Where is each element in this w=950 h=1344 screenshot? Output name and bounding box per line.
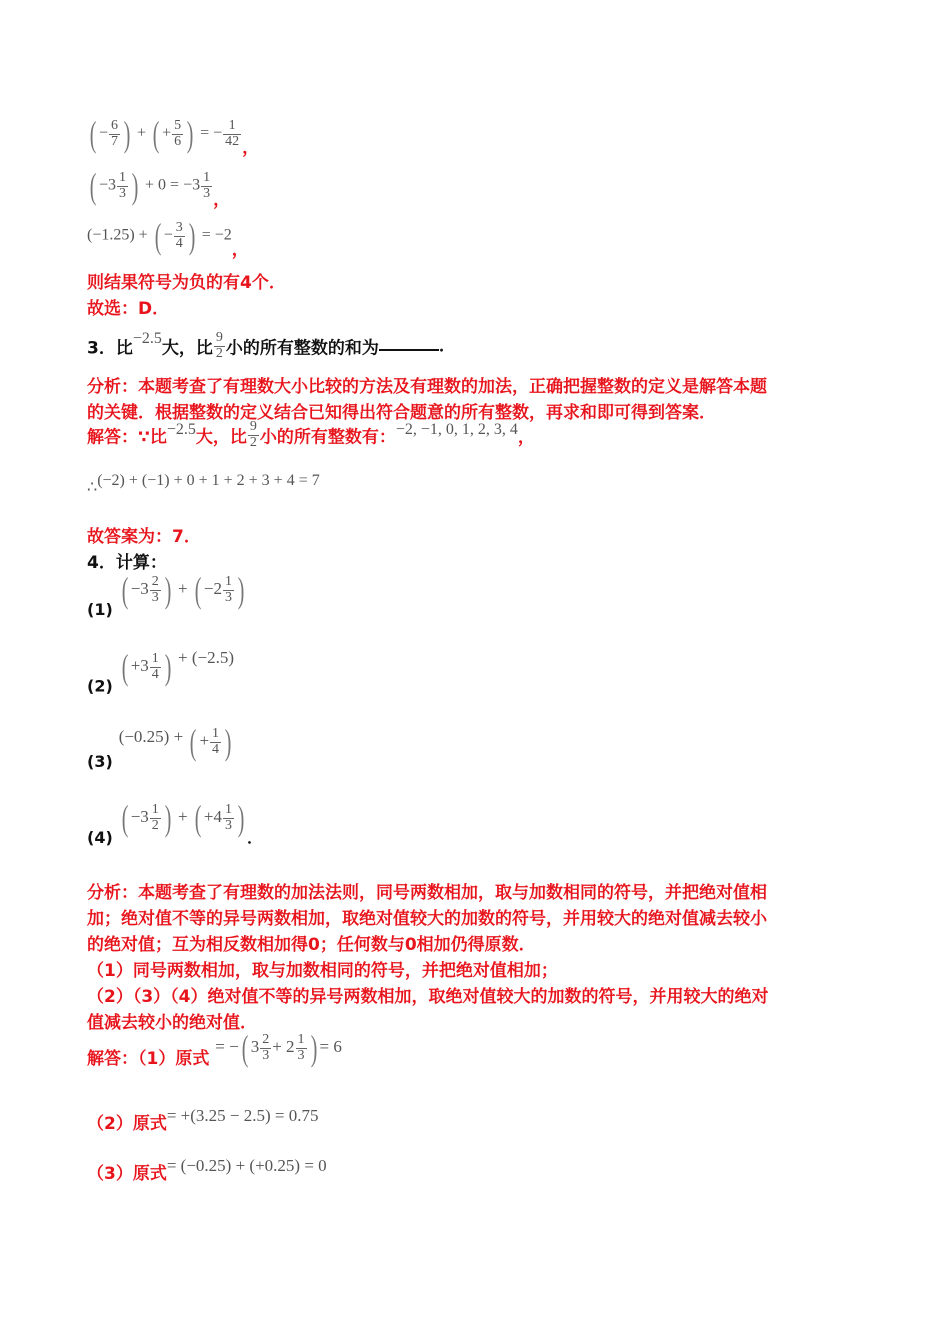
q4-expr-3: (−0.25) + ( + $\frac{1}{4}$ ): [118, 722, 232, 762]
choice-line: 故选：D．: [87, 299, 170, 319]
q4-solution-1-math: = −( 3 $\frac{2}{3}$ + 2 $\frac{1}{3}$ ) = 6: [215, 1028, 342, 1068]
q4-expr-1: ( −3 $\frac{2}{3}$ ) + ( −2 $\frac{1}{3}$ ): [121, 570, 245, 610]
fraction: $\frac{6}{7}$: [111, 117, 119, 149]
q4-expr-2: ( +3 $\frac{1}{4}$ ) + (−2.5): [121, 647, 235, 688]
q4-analysis-line-5: （2）（3）（4）绝对值不等的异号两数相加，取绝对值较大的加数的符号，并用较大的绝对: [87, 987, 769, 1007]
q4-expr-4: ( −3 $\frac{1}{2}$ ) + ( +4 $\frac{1}{3}$ ): [121, 798, 245, 838]
q3-analysis-line-2: 的关键．根据整数的定义结合已知得出符合题意的所有整数，再求和即可得到答案．: [87, 403, 716, 423]
equation-3: (−1.25) + ( − $\frac{3}{4}$ ) = −2，: [87, 216, 249, 260]
q4-problem-3: (3) (−0.25) + ( + $\frac{1}{4}$ ): [87, 724, 234, 771]
q4-analysis-line-2: 加；绝对值不等的异号两数相加，取绝对值较大的加数的符号，并用较大的绝对值减去较小: [87, 909, 767, 929]
q4-problem-1: (1) ( −3 $\frac{2}{3}$ ) + ( −2 $\frac{1}{3}$ ): [87, 572, 247, 619]
fraction: $\frac{1}{3}$: [203, 169, 211, 201]
equation-3-math: (−1.25) + ( − $\frac{3}{4}$ ) = −2: [87, 216, 232, 256]
q4-problem-4: (4) ( −3 $\frac{1}{2}$ ) + ( +4 $\frac{1}{3}$ ) ．: [87, 798, 263, 847]
q4-analysis-line-1: 分析：本题考查了有理数的加法法则，同号两数相加，取与加数相同的符号，并把绝对值相: [87, 883, 767, 903]
fraction-9-2: $\frac{9}{2}$: [215, 329, 223, 361]
q3-analysis-line-1: 分析：本题考查了有理数大小比较的方法及有理数的加法，正确把握整数的定义是解答本题: [87, 377, 767, 397]
q4-analysis-line-3: 的绝对值；互为相反数相加得0；任何数与0相加仍得原数．: [87, 935, 536, 955]
q4-solution-2: （2）原式= +(3.25 − 2.5) = 0.75: [87, 1106, 319, 1134]
equation-1-math: ( − $\frac{6}{7}$ ) + ( + $\frac{5}{6}$ ) = − $\frac{1}{42}$: [89, 114, 240, 154]
q4-analysis-line-6: 值减去较小的绝对值．: [87, 1013, 257, 1033]
question-3: 3．比−2.5大，比 $\frac{9}{2}$ 小的所有整数的和为 ．: [87, 329, 456, 361]
fraction: $\frac{1}{42}$: [225, 117, 240, 149]
q3-answer: 故答案为：7．: [87, 527, 201, 547]
equation-2: ( −3 $\frac{1}{3}$ ) + 0 = −3 $\frac{1}{3}$ ，: [87, 168, 230, 210]
q3-solution: 解答：∵比−2.5大，比 $\frac{9}{2}$ 小的所有整数有：−2, −1, 0, 1, 2, 3, 4，: [87, 419, 535, 450]
q4-analysis-line-4: （1）同号两数相加，取与加数相同的符号，并把绝对值相加；: [87, 961, 558, 981]
q4-problem-2: (2) ( +3 $\frac{1}{4}$ ) + (−2.5): [87, 647, 235, 696]
fraction: $\frac{5}{6}$: [174, 117, 182, 149]
q4-solution-3: （3）原式= (−0.25) + (+0.25) = 0: [87, 1156, 327, 1184]
equation-2-math: ( −3 $\frac{1}{3}$ ) + 0 = −3 $\frac{1}{3}$: [89, 166, 211, 206]
fraction: $\frac{1}{3}$: [119, 169, 127, 201]
q3-sum: ∴(−2) + (−1) + 0 + 1 + 2 + 3 + 4 = 7: [87, 472, 320, 496]
question-4-title: 4．计算：: [87, 553, 167, 573]
answer-blank[interactable]: [379, 335, 439, 351]
q4-solution-1: 解答：（1）原式 = −( 3 $\frac{2}{3}$ + 2 $\frac{1}{3}$ ) = 6: [87, 1028, 342, 1069]
equation-1: ( − $\frac{6}{7}$ ) + ( + $\frac{5}{6}$ ) = − $\frac{1}{42}$ ，: [87, 116, 259, 158]
fraction-9-2: $\frac{9}{2}$: [249, 419, 257, 450]
result-count-line: 则结果符号为负的有4个．: [87, 273, 286, 293]
fraction: $\frac{3}{4}$: [175, 219, 183, 251]
